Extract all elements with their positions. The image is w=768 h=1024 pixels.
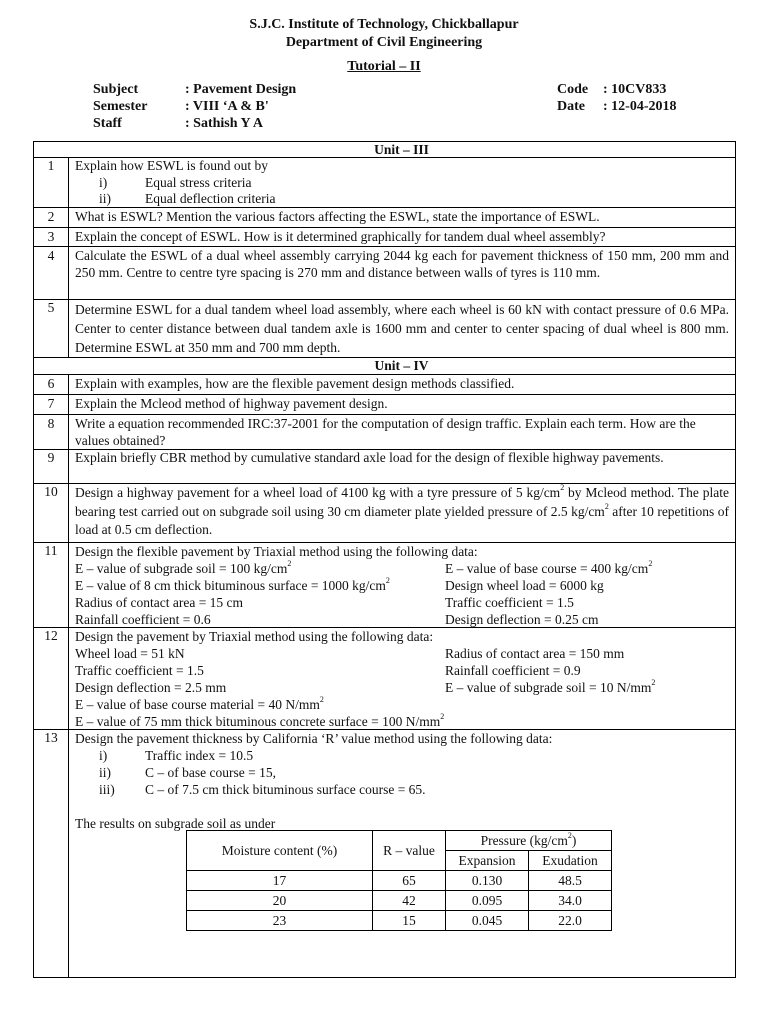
question-text: Design the pavement thickness by California ‘R’ value method using the following data: <box>75 731 553 746</box>
subgrade-results-table <box>186 830 612 931</box>
table-cell: 15 <box>373 911 446 931</box>
table-cell: 0.045 <box>446 911 529 931</box>
question-number: 4 <box>47 248 55 263</box>
question-number: 8 <box>47 416 55 431</box>
data-item: E – value of subgrade soil = 100 $kg/cm^2$ <box>75 559 292 576</box>
list-item <box>75 175 729 192</box>
staff-value: : Sathish Y A <box>185 116 263 131</box>
question-5: Determine ESWL for a dual tandem wheel load assembly, where each wheel is 60 kN with contact pressure of 0.6 MPa. Center to center distance between dual tandem axle is 1600 mm and center to center spacing of dual wheel is 800 mm. Determine ESWL at 350 mm and 700 mm depth. <box>75 302 729 355</box>
table-cell: 20 <box>187 891 373 911</box>
row-divider <box>34 227 735 228</box>
data-item: Traffic coefficient = 1.5 <box>75 663 204 678</box>
question-number: 6 <box>47 376 55 391</box>
data-item: Design deflection = 2.5 mm <box>75 680 227 695</box>
data-item: Wheel load = 51 kN <box>75 646 185 661</box>
header-moisture: Moisture content (%) <box>187 831 373 871</box>
results-intro: The results on subgrade soil as under <box>75 816 276 831</box>
question-3: Explain the concept of ESWL. How is it determined graphically for tandem dual wheel assembly? <box>75 229 606 244</box>
list-text: Equal stress criteria <box>145 174 252 190</box>
unit-4-heading: Unit – IV <box>374 358 429 373</box>
data-pair-row <box>75 662 729 679</box>
list-item <box>75 781 729 798</box>
table-row <box>187 911 612 931</box>
question-1 <box>75 158 729 208</box>
semester-label: Semester <box>93 99 148 114</box>
data-pair-row <box>75 577 729 594</box>
subject-label: Subject <box>93 82 139 97</box>
data-pair-row <box>75 560 729 577</box>
list-numeral: i) <box>99 748 108 763</box>
data-item: Rainfall coefficient = 0.9 <box>445 663 581 678</box>
department-name: Department of Civil Engineering <box>285 35 483 50</box>
tutorial-title: Tutorial – II <box>347 59 421 74</box>
table-row <box>187 891 612 911</box>
subject-value: : Pavement Design <box>185 82 297 97</box>
question-2: What is ESWL? Mention the various factors affecting the ESWL, state the importance of ESWL. <box>75 209 600 224</box>
unit-3-heading: Unit – III <box>374 142 429 157</box>
date-label: Date <box>557 99 585 114</box>
header-exudation: Exudation <box>529 851 612 871</box>
list-text: C – of 7.5 cm thick bituminous surface course = 65. <box>145 782 426 797</box>
column-divider <box>68 374 69 977</box>
table-cell: 42 <box>373 891 446 911</box>
question-number: 7 <box>47 396 55 411</box>
question-number: 2 <box>47 209 55 224</box>
table-cell: 65 <box>373 871 446 891</box>
row-divider <box>34 394 735 395</box>
data-item: Radius of contact area = 150 mm <box>445 646 625 661</box>
code-value: : 10CV833 <box>603 82 667 97</box>
data-item: Radius of contact area = 15 cm <box>75 595 244 610</box>
code-label: Code <box>557 82 589 97</box>
table-row <box>187 871 612 891</box>
data-item: E – value of subgrade soil = 10 $N/mm^2$ <box>445 678 656 695</box>
header-r-value: R – value <box>373 831 446 871</box>
table-cell: 23 <box>187 911 373 931</box>
institute-name: S.J.C. Institute of Technology, Chickballapur <box>249 17 519 32</box>
data-item: Design deflection = 0.25 cm <box>445 612 599 627</box>
list-text: C – of base course = 15, <box>145 765 276 780</box>
list-numeral: ii) <box>99 191 111 206</box>
data-pair-row <box>75 679 729 696</box>
question-12 <box>75 628 729 730</box>
list-text: Traffic index = 10.5 <box>145 748 254 763</box>
table-cell: 34.0 <box>529 891 612 911</box>
semester-value: : VIII ‘A & B' <box>185 99 269 114</box>
question-8: Write a equation recommended IRC:37-2001 for the computation of design traffic. Explain each term. How are the values obtained? <box>75 416 696 448</box>
data-item: E – value of base course = 400 $kg/cm^2$ <box>445 559 653 576</box>
staff-label: Staff <box>93 116 122 131</box>
column-divider <box>68 158 69 299</box>
question-number: 3 <box>47 229 55 244</box>
question-text: by Mcleod method. The plate bearing test carried out on subgrade soil using 30 cm diameter plate yielded pressure of 2.5 kg/cm <box>75 485 729 519</box>
data-pair-row <box>75 594 729 611</box>
list-item <box>75 191 729 208</box>
data-item: Traffic coefficient = 1.5 <box>445 595 574 610</box>
question-text: Design the pavement by Triaxial method using the following data: <box>75 629 434 644</box>
date-value: : 12-04-2018 <box>603 99 677 114</box>
question-10 <box>75 484 729 540</box>
list-item <box>75 764 729 781</box>
list-numeral: i) <box>99 174 108 190</box>
row-divider <box>34 374 735 375</box>
question-text: after 10 repetitions of load at 0.5 cm deflection. <box>75 503 729 537</box>
superscript: 2 <box>560 483 565 492</box>
data-pair-row <box>75 645 729 662</box>
question-number: 13 <box>44 730 58 745</box>
question-text: Design a highway pavement for a wheel load of 4100 kg with a tyre pressure of 5 kg/cm <box>75 485 561 500</box>
question-13 <box>75 730 729 832</box>
list-item <box>75 747 729 764</box>
data-item: E – value of base course material = 40 $N/mm^2$ <box>75 695 324 712</box>
table-cell: 22.0 <box>529 911 612 931</box>
question-number: 1 <box>47 158 55 173</box>
question-6: Explain with examples, how are the flexible pavement design methods classified. <box>75 376 515 391</box>
question-number: 9 <box>47 450 55 465</box>
question-text: Explain how ESWL is found out by <box>75 158 268 173</box>
data-item: Rainfall coefficient = 0.6 <box>75 612 211 627</box>
row-divider <box>34 246 735 247</box>
question-7: Explain the Mcleod method of highway pavement design. <box>75 396 388 411</box>
question-11 <box>75 543 729 628</box>
question-9: Explain briefly CBR method by cumulative standard axle load for the design of flexible highway pavements. <box>75 450 664 465</box>
list-numeral: ii) <box>99 765 111 780</box>
question-number: 10 <box>44 484 58 499</box>
table-cell: 17 <box>187 871 373 891</box>
data-item: E – value of 8 cm thick bituminous surface = 1000 $kg/cm^2$ <box>75 576 390 593</box>
data-pair-row <box>75 611 729 628</box>
list-text: Equal deflection criteria <box>145 191 276 206</box>
list-numeral: iii) <box>99 782 115 797</box>
table-cell: 0.095 <box>446 891 529 911</box>
question-number: 12 <box>44 628 58 643</box>
row-divider <box>34 207 735 208</box>
data-item: Design wheel load = 6000 kg <box>445 578 604 593</box>
table-cell: 48.5 <box>529 871 612 891</box>
table-cell: 0.130 <box>446 871 529 891</box>
superscript: 2 <box>604 501 609 511</box>
question-number: 5 <box>47 300 55 315</box>
questions-table <box>33 141 736 978</box>
data-item: E – value of 75 mm thick bituminous concrete surface = 100 $N/mm^2$ <box>75 712 445 729</box>
header-pressure: Pressure $(kg/cm^2)$ <box>446 831 612 851</box>
question-text: Design the flexible pavement by Triaxial method using the following data: <box>75 544 478 559</box>
question-number: 11 <box>44 543 58 558</box>
column-divider <box>68 299 69 357</box>
question-4: Calculate the ESWL of a dual wheel assembly carrying 2044 kg each for pavement thickness of 150 mm, 200 mm and 250 mm. Centre to centre tyre spacing is 270 mm and distance between walls of tyres is 110 mm. <box>75 248 729 280</box>
header-expansion: Expansion <box>446 851 529 871</box>
row-divider <box>34 414 735 415</box>
